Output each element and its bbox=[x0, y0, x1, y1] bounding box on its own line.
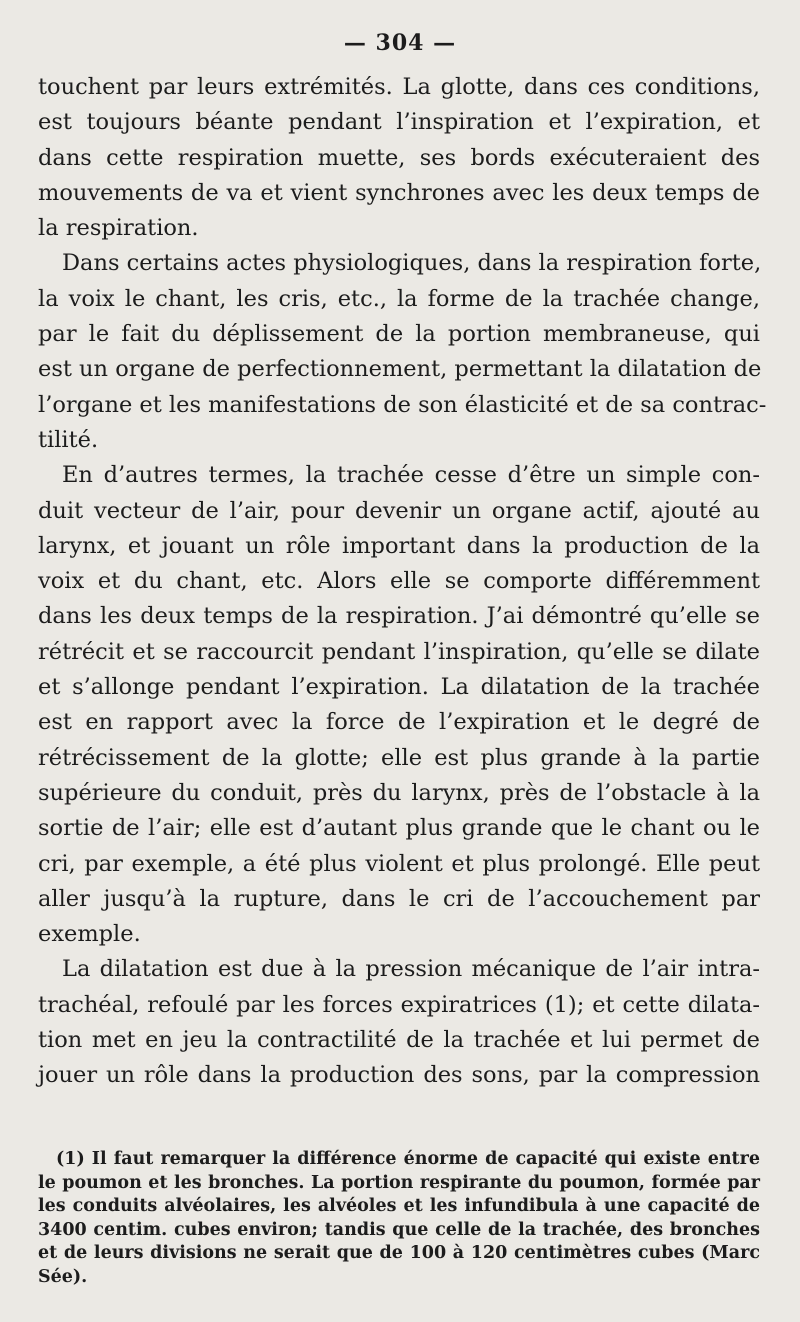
text-line: et s’allonge pendant l’expiration. La dilatation de la trachée bbox=[38, 674, 760, 701]
text-line: sortie de l’air; elle est d’autant plus grande que le chant ou le bbox=[38, 815, 760, 842]
paragraph bbox=[38, 458, 760, 952]
text-line: La dilatation est due à la pression mécanique de l’air intra- bbox=[62, 956, 760, 983]
text-line: mouvements de va et vient synchrones avec les deux temps de bbox=[38, 179, 760, 206]
text-line: est un organe de perfectionnement, permettant la dilatation de bbox=[38, 356, 762, 383]
text-line: aller jusqu’à la rupture, dans le cri de l’accouchement par bbox=[38, 885, 760, 912]
text-line: larynx, et jouant un rôle important dans la production de la bbox=[38, 532, 760, 559]
text-line: Dans certains actes physiologiques, dans la respiration forte, bbox=[62, 250, 762, 277]
text-line: cri, par exemple, a été plus violent et plus prolongé. Elle peut bbox=[38, 850, 760, 877]
text-line: la respiration. bbox=[38, 215, 199, 242]
footnote-line: les conduits alvéolaires, les alvéoles et les infundibula à une capacité de bbox=[38, 1196, 760, 1217]
text-line: est en rapport avec la force de l’expiration et le degré de bbox=[38, 709, 760, 736]
footnote-line: (1) Il faut remarquer la différence énorme de capacité qui existe entre bbox=[56, 1149, 760, 1169]
text-line: jouer un rôle dans la production des sons, par la compression bbox=[38, 1062, 760, 1089]
text-line: tion met en jeu la contractilité de la trachée et lui permet de bbox=[38, 1027, 760, 1054]
paragraph bbox=[38, 70, 760, 246]
paragraph bbox=[38, 246, 767, 458]
paragraph bbox=[38, 952, 760, 1093]
text-line: par le fait du déplissement de la portion membraneuse, qui bbox=[38, 321, 760, 348]
footnote-line: et de leurs divisions ne serait que de 100 à 120 centimètres cubes (Marc bbox=[38, 1243, 760, 1264]
footnote bbox=[38, 1148, 760, 1290]
footnote-line: le poumon et les bronches. La portion respirante du poumon, formée par bbox=[38, 1172, 760, 1193]
page-number: — 304 — bbox=[343, 30, 457, 56]
text-line: tilité. bbox=[38, 426, 99, 453]
text-line: trachéal, refoulé par les forces expiratrices (1); et cette dilata- bbox=[38, 991, 760, 1018]
text-line: rétrécissement de la glotte; elle est plus grande à la partie bbox=[38, 744, 760, 771]
footnote-line: Sée). bbox=[38, 1266, 88, 1287]
text-line: la voix le chant, les cris, etc., la forme de la trachée change, bbox=[38, 285, 760, 312]
text-line: touchent par leurs extrémités. La glotte, dans ces conditions, bbox=[38, 74, 760, 100]
text-line: est toujours béante pendant l’inspiration et l’expiration, et bbox=[38, 109, 760, 136]
text-line: dans cette respiration muette, ses bords exécuteraient des bbox=[38, 144, 760, 171]
text-line: dans les deux temps de la respiration. J’ai démontré qu’elle se bbox=[38, 603, 760, 630]
text-line: rétrécit et se raccourcit pendant l’inspiration, qu’elle se dilate bbox=[38, 638, 760, 665]
text-line: voix et du chant, etc. Alors elle se comporte différemment bbox=[38, 568, 760, 595]
footnote-line: 3400 centim. cubes environ; tandis que celle de la trachée, des bronches bbox=[38, 1219, 760, 1240]
text-line: exemple. bbox=[38, 921, 141, 948]
text-line: En d’autres termes, la trachée cesse d’être un simple con- bbox=[62, 462, 760, 489]
text-line: duit vecteur de l’air, pour devenir un organe actif, ajouté au bbox=[38, 497, 760, 524]
text-line: l’organe et les manifestations de son élasticité et de sa contrac- bbox=[38, 391, 767, 418]
body-text bbox=[38, 70, 767, 1094]
text-line: supérieure du conduit, près du larynx, près de l’obstacle à la bbox=[38, 779, 760, 806]
